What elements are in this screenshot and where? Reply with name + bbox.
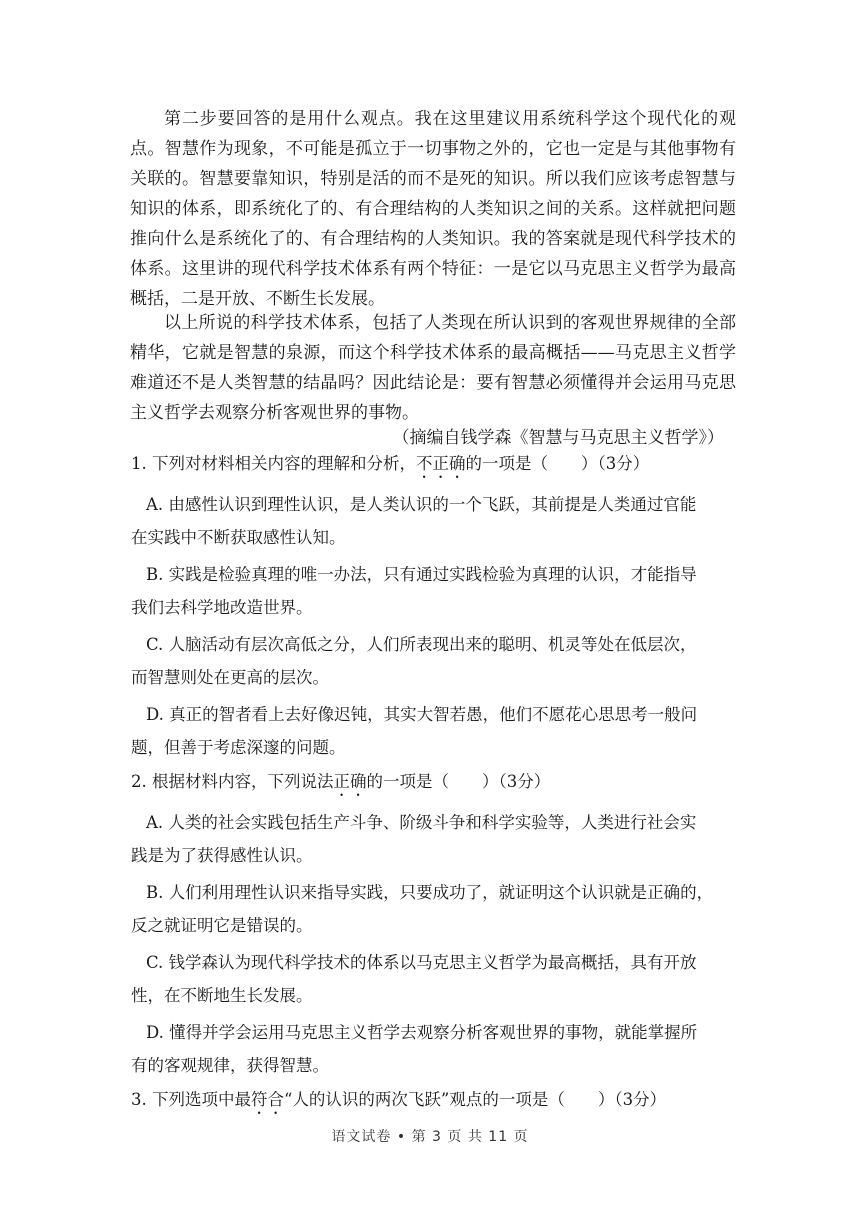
question-3-text-post: “人的认识的两次飞跃”观点的一项是（ ）（3分） xyxy=(284,1090,667,1109)
question-1-option-a[interactable] xyxy=(131,488,741,554)
option-line-2: 我们去科学地改造世界。 xyxy=(131,598,313,617)
question-2-option-c[interactable] xyxy=(131,946,741,1012)
option-line-1: B. 人们利用理性认识来指导实践，只要成功了，就证明这个认识就是正确的， xyxy=(146,883,714,902)
question-1-stem xyxy=(131,452,751,482)
question-1-option-b[interactable] xyxy=(131,558,741,624)
passage-paragraph-1: 第二步要回答的是用什么观点。我在这里建议用系统科学这个现代化的观点。智慧作为现象，不可能是孤立于一切事物之外的，它也一定是与其他事物有关联的。智慧要靠知识，特别是活的而不是死的知识。所以我们应该考虑智慧与知识的体系，即系统化了的、有合理结构的人类知识之间的关系。这样就把问题推向什么是系统化了的、有合理结构的人类知识。我的答案就是现代科学技术的体系。这里讲的现代科学技术体系有两个特征：一是它以马克思主义哲学为最高概括，二是开放、不断生长发展。 xyxy=(130,109,736,309)
option-line-1: D. 真正的智者看上去好像迟钝，其实大智若愚，他们不愿花心思思考一般问 xyxy=(146,705,698,724)
option-line-1: A. 人类的社会实践包括生产斗争、阶级斗争和科学实验等，人类进行社会实 xyxy=(146,813,697,832)
question-3-stem xyxy=(131,1088,751,1118)
question-1-emphasis: 不正确 xyxy=(416,454,466,473)
option-line-1: B. 实践是检验真理的唯一办法，只有通过实践检验为真理的认识，才能指导 xyxy=(146,565,697,584)
question-1-option-d[interactable] xyxy=(131,698,741,764)
option-line-2: 践是为了获得感性认识。 xyxy=(131,846,313,865)
option-line-2: 题，但善于考虑深邃的问题。 xyxy=(131,738,346,757)
option-line-1: C. 钱学森认为现代科学技术的体系以马克思主义哲学为最高概括，具有开放 xyxy=(146,953,697,972)
question-2-option-a[interactable] xyxy=(131,806,741,872)
question-2-stem xyxy=(131,770,751,800)
option-line-2: 反之就证明它是错误的。 xyxy=(131,916,313,935)
page-footer: 语文试卷 • 第 3 页 共 11 页 xyxy=(331,1129,529,1145)
question-1-text-pre: 1. 下列对材料相关内容的理解和分析， xyxy=(131,454,416,473)
question-2-option-d[interactable] xyxy=(131,1016,741,1082)
option-line-2: 性，在不断地生长发展。 xyxy=(131,986,313,1005)
question-1-option-c[interactable] xyxy=(131,628,741,694)
question-3-text-pre: 3. 下列选项中最 xyxy=(131,1090,251,1109)
option-line-2: 在实践中不断获取感性认知。 xyxy=(131,528,346,547)
question-3-emphasis: 符合 xyxy=(251,1090,284,1109)
option-line-1: D. 懂得并学会运用马克思主义哲学去观察分析客观世界的事物，就能掌握所 xyxy=(146,1023,698,1042)
question-2-text-pre: 2. 根据材料内容，下列说法 xyxy=(131,772,334,791)
question-2-text-post: 的一项是（ ）（3分） xyxy=(366,772,551,791)
question-2-option-b[interactable] xyxy=(131,876,741,942)
option-line-2: 有的客观规律，获得智慧。 xyxy=(131,1056,329,1075)
option-line-2: 而智慧则处在更高的层次。 xyxy=(131,668,329,687)
question-1-text-post: 的一项是（ ）（3分） xyxy=(465,454,650,473)
passage-paragraph-2: 以上所说的科学技术体系，包括了人类现在所认识到的客观世界规律的全部精华，它就是智慧的泉源，而这个科学技术体系的最高概括——马克思主义哲学难道还不是人类智慧的结晶吗？因此结论是：要有智慧必须懂得并会运用马克思主义哲学去观察分析客观世界的事物。 xyxy=(130,313,736,423)
option-line-1: C. 人脑活动有层次高低之分，人们所表现出来的聪明、机灵等处在低层次， xyxy=(146,635,697,654)
question-2-emphasis: 正确 xyxy=(333,772,367,791)
option-line-1: A. 由感性认识到理性认识，是人类认识的一个飞跃，其前提是人类通过官能 xyxy=(146,495,697,514)
passage-source: （摘编自钱学森《智慧与马克思主义哲学》） xyxy=(392,428,724,448)
